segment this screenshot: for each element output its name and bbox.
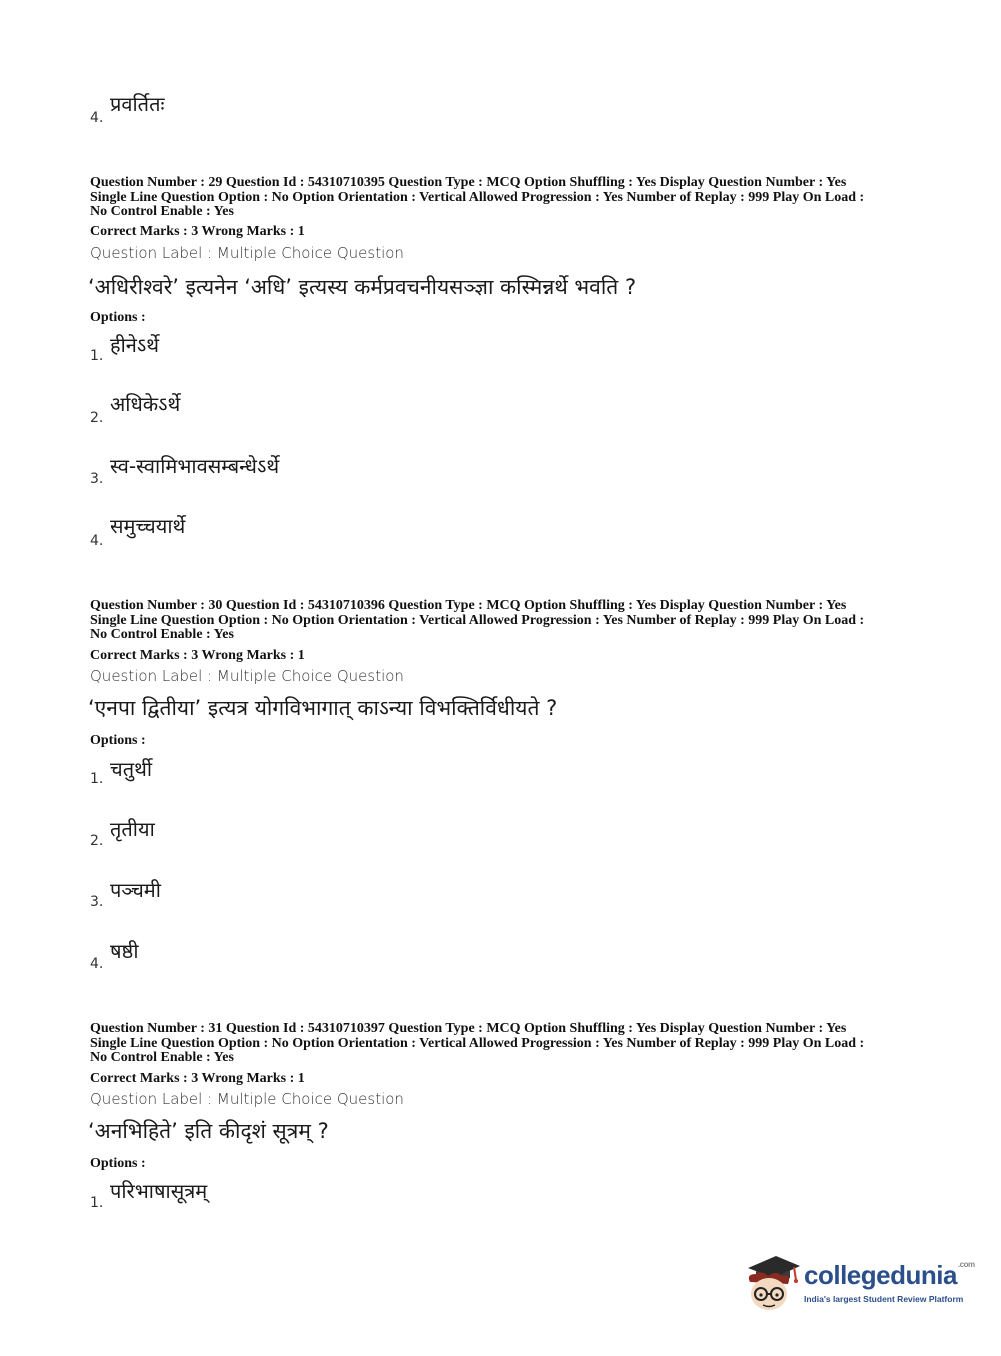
question-meta (90, 599, 864, 643)
option-text: चतुर्थी (110, 757, 153, 781)
mascot-icon (742, 1252, 802, 1314)
question-meta (90, 176, 864, 220)
option-number: 1. (90, 348, 104, 364)
question-meta (90, 1022, 864, 1066)
question-text: ‘अधिरीश्वरे’ इत्यनेन ‘अधि’ इत्यस्य कर्मप्रवचनीयसञ्ज्ञा कस्मिन्नर्थे भवति ? (88, 275, 637, 299)
option-text: अधिकेऽर्थे (110, 392, 181, 416)
question-meta-line-3: No Control Enable : Yes (90, 627, 234, 642)
option-text: प्रवर्तितः (110, 92, 165, 116)
option-number: 4. (90, 956, 104, 972)
option-number: 4. (90, 533, 104, 549)
question-meta-line-3: No Control Enable : Yes (90, 1050, 234, 1065)
option-number: 3. (90, 894, 104, 910)
option-text: पञ्चमी (110, 878, 161, 902)
question-meta-line-2: Single Line Question Option : No Option Orientation : Vertical Allowed Progression : Yes Number of Replay : 999 Play On Load : (90, 612, 865, 628)
logo-suffix: .com (957, 1260, 975, 1269)
option-number: 3. (90, 471, 104, 487)
question-label: Question Label : Multiple Choice Question (90, 667, 404, 685)
question-meta-line-1: Question Number : 31 Question Id : 54310710397 Question Type : MCQ Option Shuffling : Yes Display Question Number : Yes (90, 1021, 847, 1036)
options-heading: Options : (90, 733, 146, 748)
options-heading: Options : (90, 1156, 146, 1171)
options-heading: Options : (90, 310, 146, 325)
option-text: परिभाषासूत्रम् (110, 1179, 208, 1203)
question-meta-line-3: No Control Enable : Yes (90, 204, 234, 219)
option-text: तृतीया (110, 817, 155, 841)
question-meta-line-2: Single Line Question Option : No Option Orientation : Vertical Allowed Progression : Yes Number of Replay : 999 Play On Load : (90, 1035, 865, 1051)
option-number: 2. (90, 833, 104, 849)
option-text: समुच्चयार्थे (110, 514, 186, 538)
marks-info: Correct Marks : 3 Wrong Marks : 1 (90, 648, 305, 663)
option-text: षष्ठी (110, 939, 139, 963)
option-number: 1. (90, 1195, 104, 1211)
option-text: स्व-स्वामिभावसम्बन्धेऽर्थे (110, 454, 280, 478)
question-label: Question Label : Multiple Choice Question (90, 244, 404, 262)
question-meta-line-2: Single Line Question Option : No Option Orientation : Vertical Allowed Progression : Yes Number of Replay : 999 Play On Load : (90, 189, 865, 205)
question-label: Question Label : Multiple Choice Question (90, 1090, 404, 1108)
question-meta-line-1: Question Number : 30 Question Id : 54310710396 Question Type : MCQ Option Shuffling : Yes Display Question Number : Yes (90, 598, 847, 613)
collegedunia-logo (742, 1252, 975, 1314)
option-number: 2. (90, 410, 104, 426)
logo-tagline: India's largest Student Review Platform (804, 1294, 964, 1304)
question-text: ‘एनपा द्वितीया’ इत्यत्र योगविभागात् काऽन्या विभक्तिर्विधीयते ? (88, 696, 558, 720)
question-text: ‘अनभिहिते’ इति कीदृशं सूत्रम् ? (88, 1119, 329, 1143)
marks-info: Correct Marks : 3 Wrong Marks : 1 (90, 224, 305, 239)
logo-name: collegedunia (804, 1260, 957, 1290)
marks-info: Correct Marks : 3 Wrong Marks : 1 (90, 1071, 305, 1086)
option-text: हीनेऽर्थे (110, 333, 160, 357)
option-number: 4. (90, 110, 104, 126)
option-number: 1. (90, 771, 104, 787)
question-meta-line-1: Question Number : 29 Question Id : 54310710395 Question Type : MCQ Option Shuffling : Yes Display Question Number : Yes (90, 175, 847, 190)
